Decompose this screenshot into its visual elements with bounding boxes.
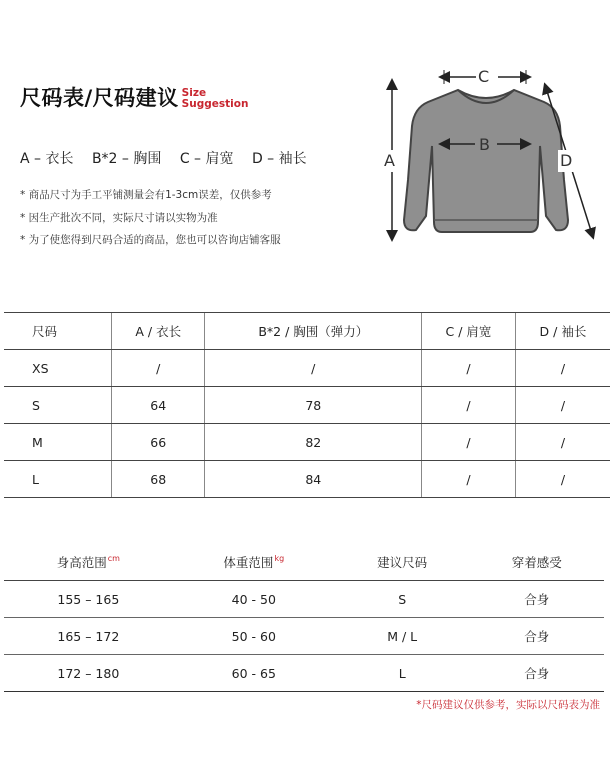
table-cell: /: [422, 424, 516, 461]
size-recommendation-table: [4, 544, 604, 692]
table-cell: /: [515, 461, 610, 498]
table-cell: 合身: [469, 618, 604, 655]
table-cell: /: [515, 424, 610, 461]
legend-item-a: A – 衣长: [20, 151, 74, 167]
table-row: [4, 424, 610, 461]
table-cell: S: [335, 581, 470, 618]
table-cell: M / L: [335, 618, 470, 655]
diagram-label-d: D: [560, 151, 573, 170]
column-header: B*2 / 胸围（弹力）: [205, 313, 422, 350]
recommendation-footnote: *尺码建议仅供参考，实际以尺码表为准: [416, 699, 600, 711]
column-header: A / 衣长: [112, 313, 205, 350]
legend-item-c: C – 肩宽: [179, 151, 234, 167]
table-cell: 68: [112, 461, 205, 498]
table-cell: 合身: [469, 655, 604, 692]
table-cell: 78: [205, 387, 422, 424]
column-header: 尺码: [4, 313, 112, 350]
table-cell: /: [515, 387, 610, 424]
table-row: [4, 461, 610, 498]
table-cell: 66: [112, 424, 205, 461]
column-header-unit: kg: [274, 554, 285, 563]
table-cell: /: [422, 387, 516, 424]
column-header-label: 身高范围: [56, 555, 107, 570]
column-header: [4, 544, 173, 581]
column-header: [335, 544, 470, 581]
table-row: [4, 618, 604, 655]
column-header-label: 建议尺码: [377, 555, 428, 570]
table-row: [4, 387, 610, 424]
legend-item-b: B*2 – 胸围: [91, 151, 162, 167]
note-item: * 为了使您得到尺码合适的商品，您也可以咨询店铺客服: [20, 234, 281, 246]
garment-measurement-diagram: [380, 62, 600, 247]
table-cell: /: [422, 350, 516, 387]
table-row: [4, 350, 610, 387]
sweatshirt-body: [404, 90, 568, 232]
diagram-label-c: C: [478, 67, 490, 86]
table-cell: 82: [205, 424, 422, 461]
table-row: [4, 581, 604, 618]
table-cell: /: [205, 350, 422, 387]
column-header: [173, 544, 335, 581]
note-item: * 商品尺寸为手工平铺测量会有1-3cm误差，仅供参考: [20, 189, 272, 201]
table-cell: XS: [4, 350, 112, 387]
table-cell: 合身: [469, 581, 604, 618]
column-header: C / 肩宽: [422, 313, 516, 350]
table-header-row: [4, 313, 610, 350]
table-cell: 172 – 180: [4, 655, 173, 692]
table-header-row: [4, 544, 604, 581]
table-cell: /: [112, 350, 205, 387]
table-cell: /: [422, 461, 516, 498]
table-cell: M: [4, 424, 112, 461]
table-cell: 40 - 50: [173, 581, 335, 618]
table-cell: L: [335, 655, 470, 692]
diagram-label-b: B: [479, 135, 490, 154]
column-header-unit: cm: [107, 554, 120, 563]
measurement-notes: [20, 184, 281, 252]
table-cell: 60 - 65: [173, 655, 335, 692]
note-item: * 因生产批次不同，实际尺寸请以实物为准: [20, 211, 218, 224]
column-header: D / 袖长: [515, 313, 610, 350]
legend-item-d: D – 袖长: [251, 151, 307, 167]
table-cell: S: [4, 387, 112, 424]
table-row: [4, 655, 604, 692]
title-english-line1: Size: [181, 87, 207, 99]
table-cell: 165 – 172: [4, 618, 173, 655]
column-header-label: 穿着感受: [511, 555, 562, 570]
size-chart-table: [4, 312, 610, 498]
title-english-line2: Suggestion: [181, 98, 249, 110]
diagram-label-a: A: [384, 151, 395, 170]
table-cell: 84: [205, 461, 422, 498]
column-header-label: 体重范围: [223, 555, 274, 570]
column-header: [469, 544, 604, 581]
table-cell: L: [4, 461, 112, 498]
measurement-legend: [20, 148, 321, 168]
title-chinese: 尺码表/尺码建议: [20, 86, 179, 110]
table-cell: /: [515, 350, 610, 387]
table-cell: 64: [112, 387, 205, 424]
table-cell: 155 – 165: [4, 581, 173, 618]
table-cell: 50 - 60: [173, 618, 335, 655]
page-title: [20, 82, 248, 112]
title-english: [182, 88, 249, 112]
